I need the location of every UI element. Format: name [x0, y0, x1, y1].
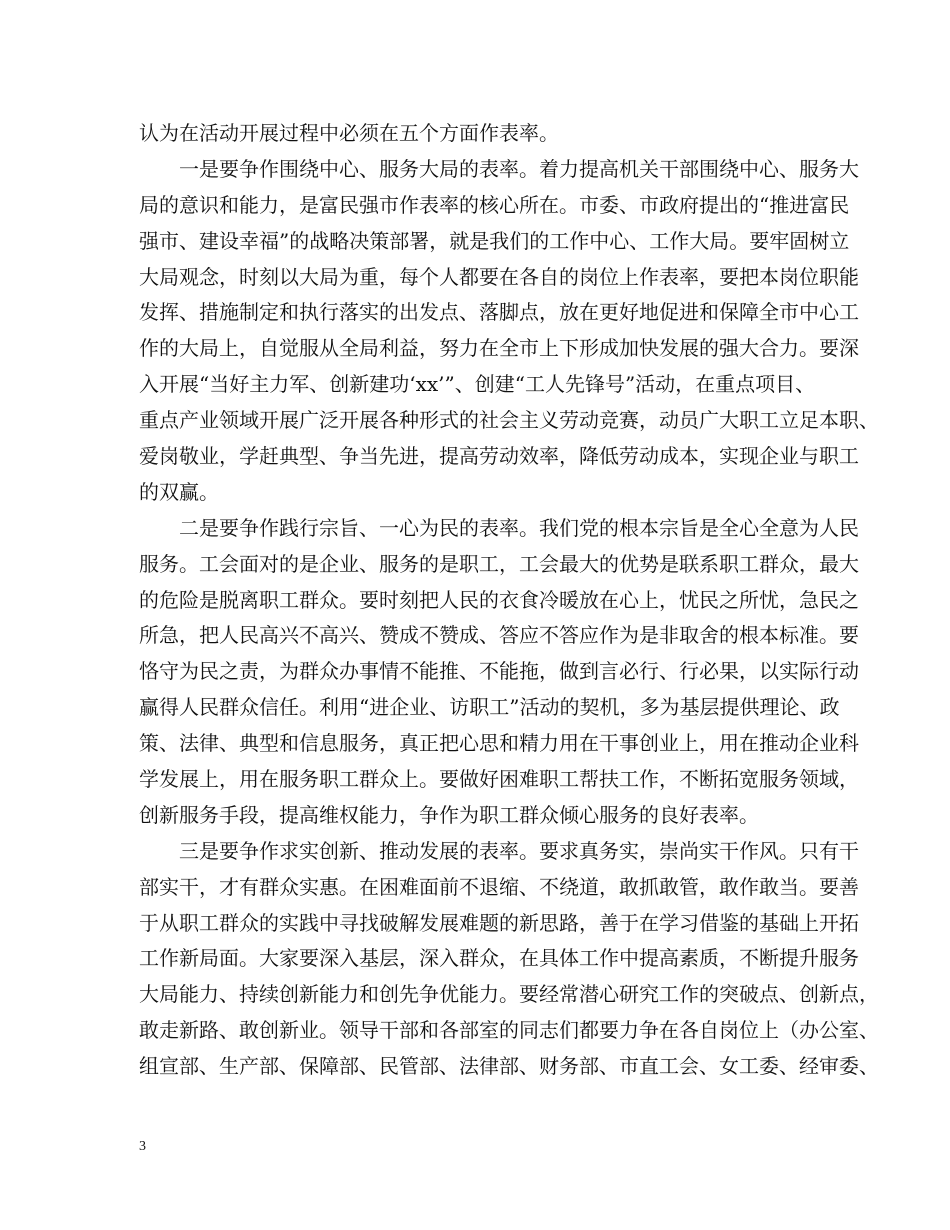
paragraph-first-line: 一是要争作围绕中心、服务大局的表率。着力提高机关干部围绕中心、服务大 — [179, 156, 859, 181]
text-line: 工作新局面。大家要深入基层，深入群众，在具体工作中提高素质，不断提升服务 — [139, 946, 859, 971]
text-line: 入开展“当好主力军、创新建功‘xx’”、创建“工人先锋号”活动，在重点项目、 — [139, 372, 816, 397]
text-line: 作的大局上，自觉服从全局利益，努力在全市上下形成加快发展的强大合力。要深 — [139, 336, 859, 361]
text-line: 大局能力、持续创新能力和创先争优能力。要经常潜心研究工作的突破点、创新点， — [139, 982, 879, 1007]
text-line: 发挥、措施制定和执行落实的出发点、落脚点，放在更好地促进和保障全市中心工 — [139, 300, 859, 325]
text-line: 服务。工会面对的是企业、服务的是职工，工会最大的优势是联系职工群众，最大 — [139, 551, 859, 576]
text-line: 赢得人民群众信任。利用“进企业、访职工”活动的契机，多为基层提供理论、政 — [139, 695, 840, 720]
page-number: 3 — [139, 1139, 146, 1154]
text-line: 的危险是脱离职工群众。要时刻把人民的衣食冷暖放在心上，忧民之所忧，急民之 — [139, 587, 859, 612]
text-line: 策、法律、典型和信息服务，真正把心思和精力用在干事创业上，用在推动企业科 — [139, 731, 859, 756]
text-line: 局的意识和能力，是富民强市作表率的核心所在。市委、市政府提出的“推进富民 — [139, 192, 850, 217]
text-line: 部实干，才有群众实惠。在困难面前不退缩、不绕道，敢抓敢管，敢作敢当。要善 — [139, 874, 859, 899]
text-line: 爱岗敬业，学赶典型、争当先进，提高劳动效率，降低劳动成本，实现企业与职工 — [139, 444, 859, 469]
text-line: 组宣部、生产部、保障部、民管部、法律部、财务部、市直工会、女工委、经审委、 — [139, 1054, 879, 1079]
text-line: 重点产业领域开展广泛开展各种形式的社会主义劳动竞赛，动员广大职工立足本职、 — [139, 408, 879, 433]
text-line: 学发展上，用在服务职工群众上。要做好困难职工帮扶工作，不断拓宽服务领域， — [139, 767, 859, 792]
text-line: 敢走新路、敢创新业。领导干部和各部室的同志们都要力争在各自岗位上（办公室、 — [139, 1018, 879, 1043]
text-line: 强市、建设幸福”的战略决策部署，就是我们的工作中心、工作大局。要牢固树立 — [139, 228, 850, 253]
document-body — [139, 116, 879, 1085]
paragraph-first-line: 二是要争作践行宗旨、一心为民的表率。我们党的根本宗旨是全心全意为人民 — [179, 515, 859, 540]
text-line: 的双赢。 — [139, 479, 219, 504]
text-line: 大局观念，时刻以大局为重，每个人都要在各自的岗位上作表率，要把本岗位职能 — [139, 264, 859, 289]
text-line: 创新服务手段，提高维权能力，争作为职工群众倾心服务的良好表率。 — [139, 802, 759, 827]
text-line: 于从职工群众的实践中寻找破解发展难题的新思路，善于在学习借鉴的基础上开拓 — [139, 910, 859, 935]
paragraph-first-line: 三是要争作求实创新、推动发展的表率。要求真务实，崇尚实干作风。只有干 — [179, 838, 859, 863]
text-line: 恪守为民之责，为群众办事情不能推、不能拖，做到言必行、行必果，以实际行动 — [139, 659, 859, 684]
text-line: 认为在活动开展过程中必须在五个方面作表率。 — [139, 121, 559, 145]
text-line: 所急，把人民高兴不高兴、赞成不赞成、答应不答应作为是非取舍的根本标准。要 — [139, 623, 859, 648]
